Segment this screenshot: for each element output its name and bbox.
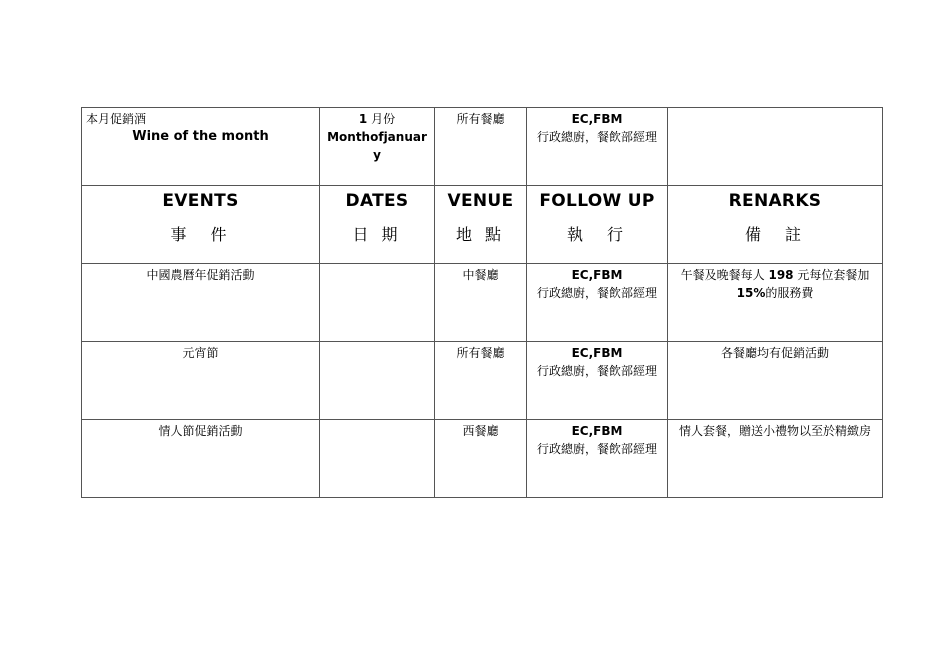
remarks-text [681,268,870,300]
event-label-en: Wine of the month [132,129,269,144]
header-venue-en: VENUE [447,191,514,211]
event-text: 元宵節 [182,346,219,360]
cell-venue [435,342,527,420]
remarks-text: 各餐廳均有促銷活動 [720,346,829,360]
header-follow-up-en: FOLLOW UP [539,191,655,211]
header-follow-up-zh: 執 行 [566,225,627,244]
remarks-part-2: 元每位套餐加 [793,268,870,282]
remarks-service-percent: 15% [736,286,766,300]
cell-date [320,264,435,342]
cell-date [320,342,435,420]
header-events-en: EVENTS [162,191,239,211]
follow-up-zh: 行政總廚，餐飲部經理 [536,364,657,378]
cell-follow-up [527,108,668,186]
cell-remarks [668,420,883,498]
follow-up-en: EC,FBM [571,112,623,126]
header-remarks [668,186,883,264]
venue-text: 西餐廳 [462,424,499,438]
event-text: 情人節促銷活動 [158,424,243,438]
table-row-wine-of-month [82,108,883,186]
cell-event [82,342,320,420]
table-row [82,342,883,420]
date-month-suffix: 月份 [371,112,396,126]
cell-venue [435,108,527,186]
header-events-zh: 事 件 [170,225,231,244]
remarks-part-1: 午餐及晚餐每人 [680,268,769,282]
follow-up-zh: 行政總廚，餐飲部經理 [536,130,657,144]
follow-up-zh: 行政總廚，餐飲部經理 [536,442,657,456]
date-month-number: 1 [358,112,368,126]
header-dates [320,186,435,264]
cell-remarks [668,342,883,420]
venue-text: 所有餐廳 [456,346,505,360]
event-text: 中國農曆年促銷活動 [146,268,255,282]
cell-venue [435,264,527,342]
header-dates-en: DATES [345,191,409,211]
header-venue [435,186,527,264]
cell-remarks [668,264,883,342]
date-month-zh [359,112,395,126]
cell-event [82,108,320,186]
follow-up-en: EC,FBM [571,346,623,360]
venue-text: 中餐廳 [462,268,499,282]
cell-date [320,108,435,186]
header-venue-zh: 地 點 [455,225,506,244]
venue-text: 所有餐廳 [456,112,505,126]
remarks-text: 情人套餐，贈送小禮物以至於精緻房 [678,424,871,438]
remarks-part-3: 的服務費 [765,286,814,300]
header-dates-zh: 日 期 [352,225,402,244]
cell-event [82,420,320,498]
events-schedule-table [81,107,883,498]
cell-follow-up [527,420,668,498]
follow-up-en: EC,FBM [571,424,623,438]
header-events [82,186,320,264]
header-remarks-zh: 備 註 [744,225,805,244]
follow-up-en: EC,FBM [571,268,623,282]
remarks-price: 198 [768,268,794,282]
cell-remarks [668,108,883,186]
cell-date [320,420,435,498]
header-remarks-en: RENARKS [728,191,822,211]
table-header-row [82,186,883,264]
cell-event [82,264,320,342]
header-follow-up [527,186,668,264]
date-month-en: Monthofjanuary [327,130,427,162]
event-label-zh: 本月促銷酒 [86,112,147,126]
table-row [82,264,883,342]
table-row [82,420,883,498]
cell-follow-up [527,264,668,342]
cell-follow-up [527,342,668,420]
cell-venue [435,420,527,498]
follow-up-zh: 行政總廚，餐飲部經理 [536,286,657,300]
